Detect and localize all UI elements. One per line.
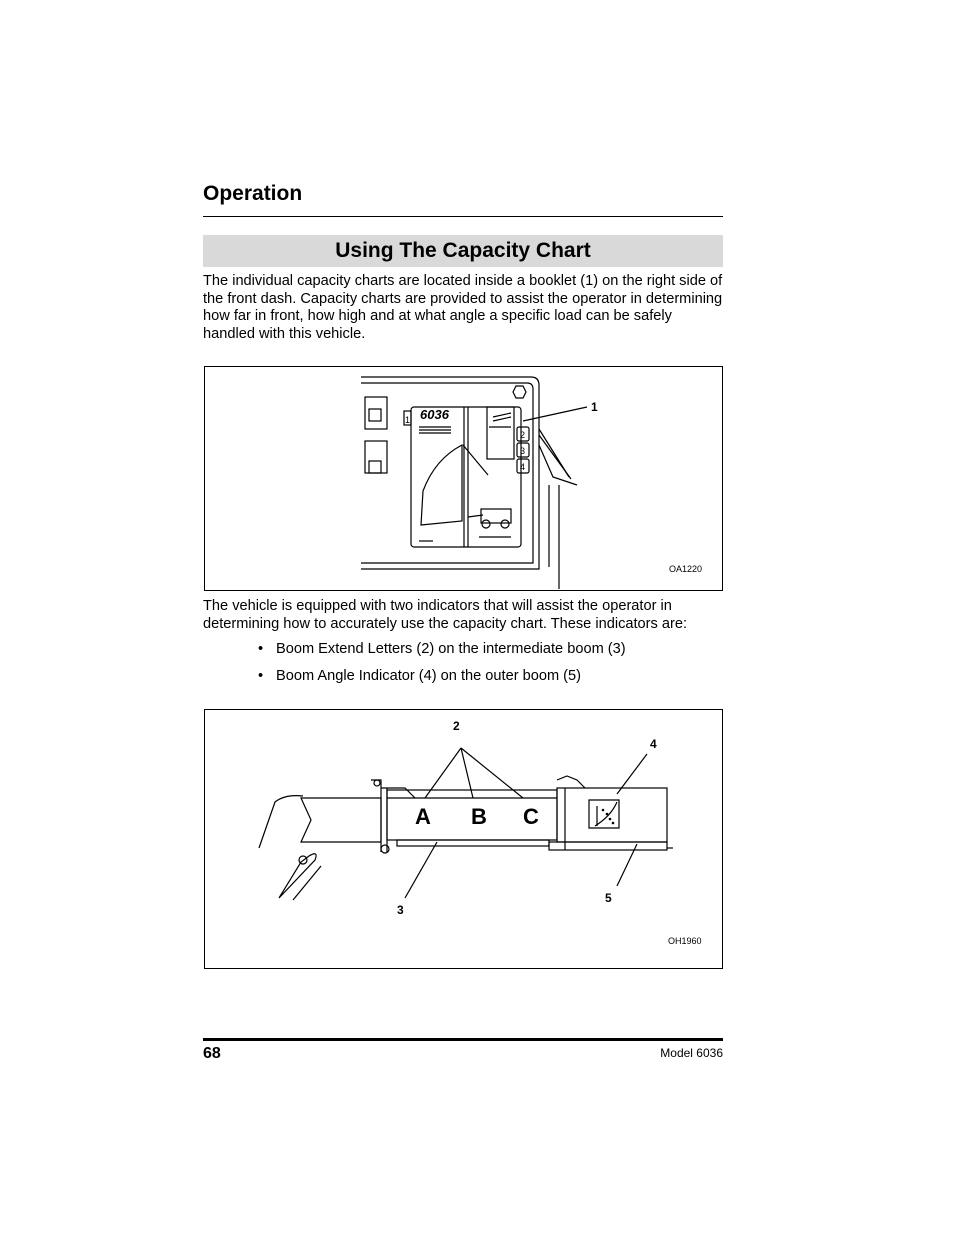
list-item-text: Boom Angle Indicator (4) on the outer boom (5) — [276, 668, 582, 684]
footer-rule — [203, 1038, 723, 1041]
booklet-tab-1: 1 — [405, 415, 411, 425]
list-item-text: Boom Extend Letters (2) on the intermediate boom (3) — [276, 641, 626, 657]
booklet-tab-3: 3 — [520, 446, 526, 456]
list-item — [258, 640, 728, 658]
callout-5: 5 — [605, 891, 612, 905]
callout-3: 3 — [397, 903, 404, 917]
booklet-model-label: 6036 — [420, 407, 449, 422]
booklet-tab-4: 4 — [520, 462, 526, 472]
figure-boom-indicators — [204, 709, 723, 969]
indicator-list — [258, 640, 728, 694]
callout-4: 4 — [650, 737, 657, 751]
callout-2: 2 — [453, 719, 460, 733]
extend-letter-a: A — [415, 804, 431, 829]
header-rule — [203, 216, 723, 217]
figure-2-code: OH1960 — [668, 936, 702, 946]
bullet-glyph: • — [258, 641, 264, 657]
list-item — [258, 667, 728, 685]
page-number: 68 — [203, 1045, 221, 1062]
boom-illustration — [205, 710, 724, 970]
booklet-tab-2: 2 — [520, 430, 526, 440]
intro-paragraph: The individual capacity charts are located inside a booklet (1) on the right side of the front dash. Capacity charts are provided to assist the operator in determining how far in front, how high and at what angle a specific load can be safely handled with this vehicle. — [203, 273, 723, 342]
indicators-paragraph: The vehicle is equipped with two indicators that will assist the operator in determining how to accurately use the capacity chart. These indicators are: — [203, 598, 688, 632]
figure-1-code: OA1220 — [669, 564, 703, 574]
page-heading-bar — [203, 235, 723, 267]
figure-dash-booklet — [204, 366, 723, 591]
dash-booklet-illustration — [205, 367, 724, 592]
section-title: Operation — [203, 182, 303, 205]
page-heading: Using The Capacity Chart — [335, 239, 591, 262]
extend-letter-b: B — [471, 804, 487, 829]
callout-1: 1 — [591, 400, 598, 414]
bullet-glyph: • — [258, 668, 264, 684]
model-label: Model 6036 — [660, 1046, 723, 1060]
extend-letter-c: C — [523, 804, 539, 829]
